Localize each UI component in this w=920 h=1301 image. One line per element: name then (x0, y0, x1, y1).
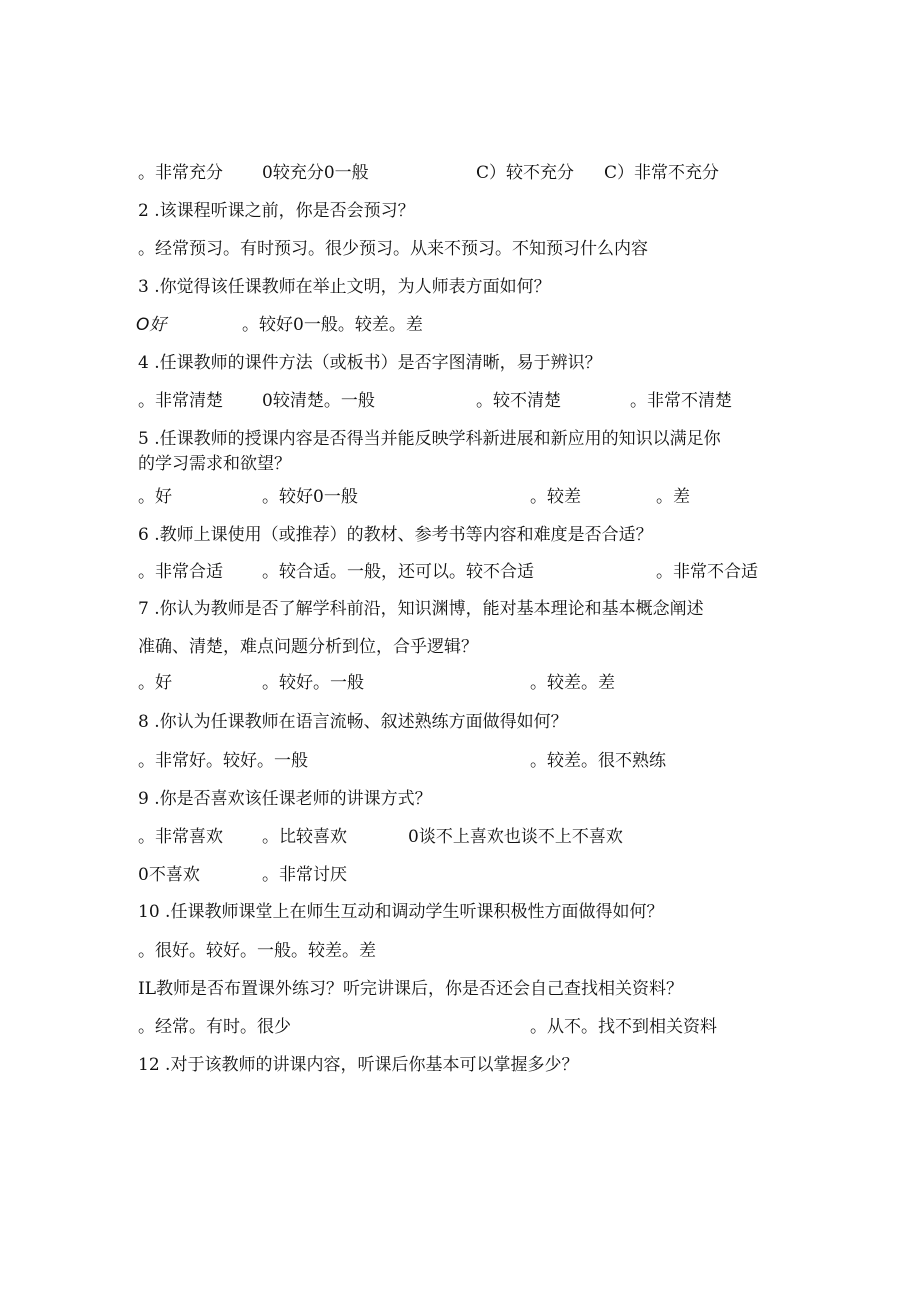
option-text: 。较合适。一般，还可以。较不合适 (262, 562, 534, 582)
option-text: 。非常清楚 (138, 391, 223, 411)
option-text: 。非常合适 (138, 562, 223, 582)
question-text: 准确、清楚，难点问题分析到位，合乎逻辑？ (138, 637, 478, 657)
question-text: 10 .任课教师课堂上在师生互动和调动学生听课积极性方面做得如何？ (138, 902, 664, 922)
option-text: 。很好。较好。一般。较差。差 (138, 941, 376, 961)
options-line (0, 860, 347, 890)
option-text: 。非常不合适 (656, 562, 758, 582)
option-text: 。较好。一般 (262, 673, 364, 693)
question-text: 的学习需求和欲望？ (138, 454, 291, 474)
option-text: 。较不清楚 (476, 391, 561, 411)
option-text: 0较清楚。一般 (262, 391, 375, 411)
options-line (0, 746, 666, 776)
options-line (0, 386, 732, 416)
option-text: 。差 (656, 487, 690, 507)
option-text: 。经常。有时。很少 (138, 1017, 291, 1037)
option-text: 。非常充分 (138, 163, 223, 183)
question-text: 7 .你认为教师是否了解学科前沿，知识渊博，能对基本理论和基本概念阐述 (138, 599, 704, 619)
options-line (0, 822, 623, 852)
question-text: 12 .对于该教师的讲课内容，听课后你基本可以掌握多少？ (138, 1055, 579, 1075)
option-text: 。好 (138, 487, 172, 507)
option-text: 。较好0一般。较差。差 (242, 315, 423, 335)
option-text: 。较差 (530, 487, 581, 507)
option-text: 0谈不上喜欢也谈不上不喜欢 (408, 827, 623, 847)
option-text: 。好 (138, 673, 172, 693)
option-text: 。较好0一般 (262, 487, 358, 507)
option-text: 。非常喜欢 (138, 827, 223, 847)
question-text: 6 .教师上课使用（或推荐）的教材、参考书等内容和难度是否合适？ (138, 525, 653, 545)
option-text: 。较差。差 (530, 673, 615, 693)
option-text: 0不喜欢 (138, 865, 200, 885)
question-text: 8 .你认为任课教师在语言流畅、叙述熟练方面做得如何？ (138, 712, 568, 732)
option-text: 。从不。找不到相关资料 (530, 1017, 717, 1037)
option-text: C）非常不充分 (604, 163, 720, 183)
option-text: 。非常不清楚 (630, 391, 732, 411)
options-line (0, 668, 615, 698)
question-line (0, 449, 291, 479)
question-line (0, 897, 664, 927)
options-line (0, 234, 648, 264)
options-line (0, 310, 423, 340)
option-text: 。非常讨厌 (262, 865, 347, 885)
option-text: O好 (136, 315, 167, 335)
question-line (0, 632, 478, 662)
options-line (0, 557, 758, 587)
question-text: IL教师是否布置课外练习？听完讲课后，你是否还会自己查找相关资料？ (138, 979, 684, 999)
question-text: 5 .任课教师的授课内容是否得当并能反映学科新进展和新应用的知识以满足你 (138, 429, 721, 449)
options-line (0, 482, 690, 512)
question-line (0, 974, 684, 1004)
question-line (0, 707, 568, 737)
options-line (0, 158, 720, 188)
question-text: 3 .你觉得该任课教师在举止文明，为人师表方面如何？ (138, 277, 551, 297)
option-text: 0较充分0一般 (262, 163, 369, 183)
question-line (0, 272, 551, 302)
option-text: 。经常预习。有时预习。很少预习。从来不预习。不知预习什么内容 (138, 239, 648, 259)
question-line (0, 784, 432, 814)
question-line (0, 594, 704, 624)
question-line (0, 520, 653, 550)
options-line (0, 936, 376, 966)
option-text: 。比较喜欢 (262, 827, 347, 847)
question-line (0, 348, 602, 378)
question-text: 4 .任课教师的课件方法（或板书）是否字图清晰，易于辨识？ (138, 353, 602, 373)
question-text: 2 .该课程听课之前，你是否会预习？ (138, 201, 415, 221)
option-text: C）较不充分 (476, 163, 575, 183)
question-line (0, 1050, 579, 1080)
question-text: 9 .你是否喜欢该任课老师的讲课方式？ (138, 789, 432, 809)
option-text: 。非常好。较好。一般 (138, 751, 308, 771)
question-line (0, 196, 415, 226)
option-text: 。较差。很不熟练 (530, 751, 666, 771)
options-line (0, 1012, 717, 1042)
